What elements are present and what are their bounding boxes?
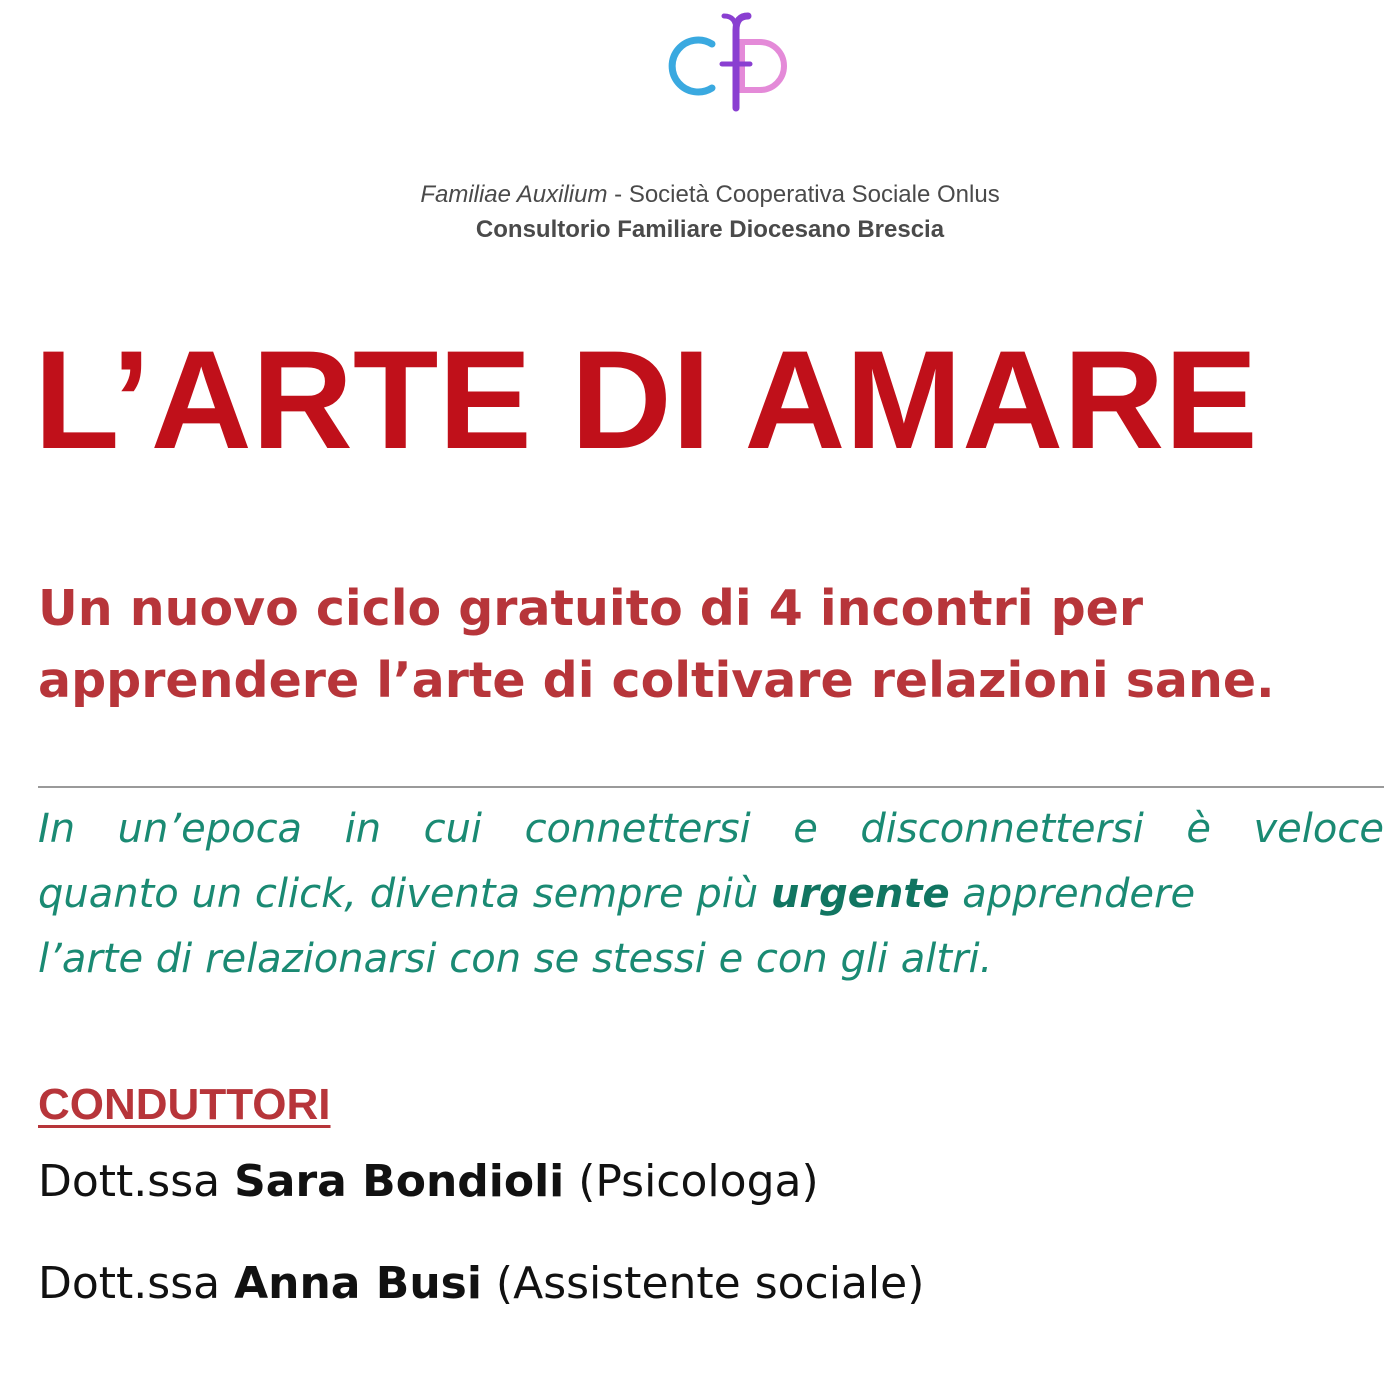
intro-word: un’epoca — [117, 806, 303, 852]
intro-paragraph — [38, 797, 1384, 992]
conductor-prefix: Dott.ssa — [38, 1156, 235, 1207]
intro-line-3: l’arte di relazionarsi con se stessi e con gli altri. — [38, 936, 993, 982]
cfd-logo-icon — [660, 8, 812, 116]
conductor-1 — [38, 1156, 819, 1207]
intro-line-2 — [38, 862, 1384, 927]
organization-name-italic: Familiae Auxilium — [420, 181, 608, 208]
conductor-name: Anna Busi — [234, 1258, 482, 1309]
intro-emphasis: urgente — [770, 871, 950, 917]
intro-line-2-after: apprendere — [949, 871, 1196, 917]
intro-word: In — [38, 806, 76, 852]
conductor-role: (Psicologa) — [564, 1156, 819, 1207]
intro-word: veloce — [1253, 806, 1384, 852]
conductor-prefix: Dott.ssa — [38, 1258, 235, 1309]
page-title: L’ARTE DI AMARE — [34, 321, 1258, 478]
intro-word: disconnettersi — [860, 806, 1144, 852]
organization-subtitle: Consultorio Familiare Diocesano Brescia — [475, 216, 945, 243]
divider — [38, 786, 1384, 788]
subtitle-line-1: Un nuovo ciclo gratuito di 4 incontri per — [38, 580, 1144, 637]
intro-word: cui — [423, 806, 483, 852]
intro-word: in — [344, 806, 382, 852]
organization-name-rest: - Società Cooperativa Sociale Onlus — [607, 181, 1000, 208]
conductor-name: Sara Bondioli — [234, 1156, 565, 1207]
organization-name — [0, 181, 1400, 209]
subtitle-line-2: apprendere l’arte di coltivare relazioni sane. — [38, 652, 1275, 709]
conductors-heading: CONDUTTORI — [38, 1080, 331, 1129]
intro-line-1 — [38, 797, 1384, 862]
intro-word: e — [793, 806, 818, 852]
conductor-2 — [38, 1258, 924, 1309]
intro-word: connettersi — [524, 806, 751, 852]
intro-word: è — [1186, 806, 1211, 852]
conductor-role: (Assistente sociale) — [481, 1258, 925, 1309]
intro-line-2-before: quanto un click, diventa sempre più — [38, 871, 771, 917]
event-subtitle — [38, 573, 1388, 717]
